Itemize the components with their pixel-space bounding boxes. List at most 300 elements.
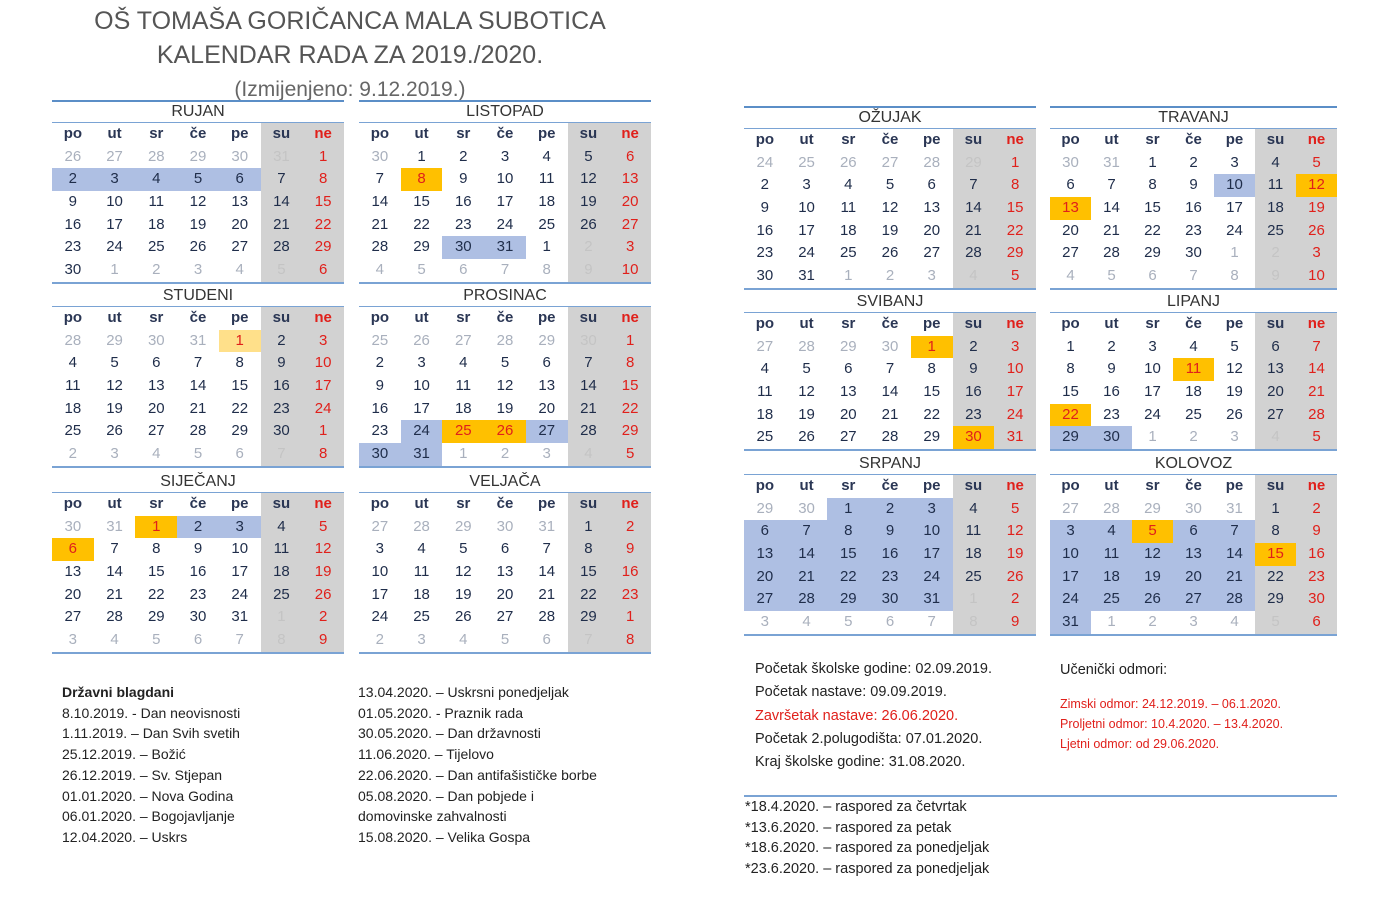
calendar-day: 30	[442, 236, 484, 259]
calendar-day: 7	[110, 540, 119, 558]
calendar-day: 6	[927, 176, 936, 194]
month-name: SVIBANJ	[744, 292, 1036, 313]
calendar-day: 8	[302, 443, 344, 466]
calendar-day: 30	[881, 337, 899, 355]
calendar-day: 20	[147, 399, 165, 417]
weekday-header: sr	[149, 309, 164, 326]
text-line: domovinske zahvalnosti	[358, 808, 507, 825]
month-name: PROSINAC	[359, 286, 651, 307]
calendar-day: 2	[1107, 337, 1116, 355]
calendar-day: 3	[542, 445, 551, 463]
calendar-day: 30	[359, 443, 401, 466]
month-grid	[744, 313, 1036, 449]
calendar-day: 7	[885, 360, 895, 378]
calendar-day: 20	[538, 399, 556, 417]
calendar-day: 5	[994, 498, 1036, 521]
calendar-day: 31	[189, 331, 207, 349]
calendar-day: 7	[568, 352, 610, 375]
info-end-teaching: Završetak nastave: 26.06.2020.	[755, 707, 959, 724]
calendar-day: 30	[147, 331, 165, 349]
weekday-header: pe	[230, 495, 249, 512]
calendar-day: 2	[177, 516, 219, 539]
weekday-header: če	[1185, 131, 1202, 148]
weekday-header: sr	[1145, 131, 1160, 148]
calendar-day: 2	[609, 516, 651, 539]
calendar-day: 13	[923, 199, 941, 217]
calendar-day: 8	[609, 352, 651, 375]
calendar-day: 5	[994, 265, 1036, 288]
calendar-day: 27	[496, 608, 514, 626]
calendar-day: 29	[454, 517, 472, 535]
weekday-header: pe	[922, 477, 941, 494]
calendar-day: 15	[923, 383, 941, 401]
calendar-day: 28	[881, 428, 899, 446]
calendar-day: 2	[994, 588, 1036, 611]
calendar-day: 11	[261, 538, 303, 561]
calendar-day: 13	[1050, 197, 1091, 220]
weekday-header: su	[1255, 313, 1296, 336]
calendar-day: 7	[927, 613, 936, 631]
calendar-day: 29	[609, 420, 651, 443]
calendar-day: 23	[1103, 405, 1120, 423]
month-name: VELJAČA	[359, 472, 651, 493]
calendar-day: 7	[261, 168, 303, 191]
calendar-day: 29	[1144, 499, 1161, 517]
calendar-day: 11	[1091, 543, 1132, 566]
calendar-day: 2	[261, 330, 303, 353]
weekday-header: pe	[1225, 315, 1244, 332]
weekday-header: ne	[994, 313, 1036, 336]
calendar-day: 15	[609, 375, 651, 398]
calendar-day: 3	[417, 354, 426, 372]
calendar-day: 12	[568, 168, 610, 191]
calendar-day: 2	[1189, 153, 1198, 171]
month-bottom-rule	[1050, 288, 1337, 290]
calendar-day: 31	[1103, 153, 1120, 171]
weekday-header: su	[568, 307, 610, 330]
calendar-day: 27	[526, 420, 568, 443]
calendar-day: 27	[454, 331, 472, 349]
calendar-day: 6	[219, 168, 261, 191]
calendar-day: 31	[106, 517, 123, 535]
calendar-day: 13	[1255, 358, 1296, 381]
schedule-notes	[745, 797, 989, 880]
calendar-day: 22	[923, 405, 941, 423]
calendar-day: 8	[401, 168, 443, 191]
calendar-day: 1	[609, 606, 651, 629]
calendar-day: 2	[152, 261, 161, 279]
calendar-day: 14	[1296, 358, 1337, 381]
month-grid	[52, 307, 344, 466]
calendar-day: 25	[1091, 588, 1132, 611]
calendar-day: 30	[869, 588, 911, 611]
calendar-day: 31	[798, 267, 815, 285]
weekday-header: po	[755, 131, 775, 148]
calendar-day: 29	[994, 242, 1036, 265]
calendar-day: 6	[1148, 267, 1157, 285]
calendar-day: 19	[106, 399, 123, 417]
calendar-day: 14	[261, 191, 303, 214]
calendar-day: 23	[261, 398, 303, 421]
calendar-day: 6	[885, 613, 895, 631]
calendar-day: 24	[1050, 588, 1091, 611]
calendar-day: 9	[459, 170, 468, 188]
month-name: LISTOPAD	[359, 102, 651, 123]
calendar-day: 9	[1107, 360, 1116, 378]
weekday-header: če	[189, 125, 207, 142]
calendar-day: 26	[484, 420, 526, 443]
calendar-day: 28	[371, 238, 389, 256]
calendar-day: 15	[302, 191, 344, 214]
calendar-day: 12	[454, 563, 472, 581]
calendar-day: 5	[1296, 152, 1337, 175]
breaks-heading: Učenički odmori:	[1060, 662, 1168, 678]
calendar-day: 18	[261, 561, 303, 584]
weekday-header: pe	[1225, 477, 1244, 494]
calendar-day: 14	[189, 377, 207, 395]
calendar-day: 26	[1296, 220, 1337, 243]
calendar-day: 13	[538, 377, 556, 395]
calendar-day: 3	[68, 631, 78, 649]
calendar-day: 30	[1185, 499, 1202, 517]
weekday-header: su	[261, 123, 303, 146]
calendar-day: 6	[1173, 520, 1214, 543]
month-calendar	[52, 472, 344, 654]
calendar-day: 14	[106, 563, 123, 581]
month-name: RUJAN	[52, 102, 344, 123]
calendar-day: 1	[911, 336, 953, 359]
calendar-day: 29	[189, 147, 207, 165]
calendar-day: 18	[1185, 383, 1202, 401]
calendar-day: 2	[1296, 498, 1337, 521]
text-line: 22.06.2020. – Dan antifašističke borbe	[358, 766, 597, 783]
calendar-day: 3	[1148, 337, 1157, 355]
calendar-day: 17	[371, 585, 389, 603]
calendar-day: 18	[64, 399, 82, 417]
weekday-header: po	[63, 495, 83, 512]
calendar-day: 28	[189, 422, 207, 440]
calendar-day: 19	[1226, 383, 1243, 401]
weekday-header: ne	[994, 475, 1036, 498]
weekday-header: če	[496, 309, 514, 326]
calendar-day: 1	[1107, 613, 1116, 631]
calendar-day: 27	[147, 422, 165, 440]
weekday-header: sr	[149, 495, 164, 512]
calendar-day: 3	[500, 147, 510, 165]
calendar-day: 10	[911, 520, 953, 543]
calendar-day: 27	[64, 608, 82, 626]
weekday-header: ut	[107, 125, 122, 142]
weekday-header: sr	[456, 309, 471, 326]
weekday-header: pe	[537, 309, 556, 326]
weekday-header: pe	[922, 131, 941, 148]
calendar-day: 10	[496, 170, 514, 188]
text-line: 01.01.2020. – Nova Godina	[62, 787, 234, 804]
weekday-header: su	[953, 129, 995, 152]
calendar-day: 27	[839, 428, 857, 446]
calendar-day: 11	[413, 563, 430, 581]
holidays-col1	[62, 682, 240, 848]
calendar-day: 16	[1185, 199, 1202, 217]
month-calendar	[1050, 292, 1337, 451]
text-line: 25.12.2019. – Božić	[62, 746, 186, 763]
calendar-day: 3	[802, 176, 811, 194]
calendar-day: 14	[538, 563, 556, 581]
calendar-day: 4	[261, 516, 303, 539]
calendar-day: 10	[413, 377, 430, 395]
month-bottom-rule	[52, 466, 344, 468]
calendar-day: 5	[802, 360, 811, 378]
calendar-day: 16	[64, 215, 82, 233]
calendar-day: 28	[106, 608, 123, 626]
calendar-day: 6	[542, 631, 551, 649]
calendar-day: 12	[881, 199, 899, 217]
calendar-day: 4	[542, 147, 551, 165]
calendar-day: 3	[375, 540, 385, 558]
calendar-day: 25	[1255, 220, 1296, 243]
calendar-day: 30	[64, 517, 82, 535]
calendar-day: 2	[302, 606, 344, 629]
calendar-day: 2	[869, 498, 911, 521]
weekday-header: po	[1061, 477, 1080, 494]
calendar-day: 21	[371, 215, 389, 233]
weekday-header: ne	[1296, 313, 1337, 336]
calendar-day: 11	[840, 199, 857, 217]
calendar-day: 23	[371, 422, 389, 440]
text-line: *18.6.2020. – raspored za ponedjeljak	[745, 840, 990, 857]
calendar-day: 3	[110, 445, 119, 463]
calendar-day: 12	[106, 377, 123, 395]
calendar-day: 11	[1255, 174, 1296, 197]
calendar-day: 19	[454, 585, 472, 603]
weekday-header: če	[881, 477, 899, 494]
calendar-day: 24	[371, 608, 389, 626]
calendar-day: 31	[231, 608, 249, 626]
calendar-day: 2	[459, 147, 468, 165]
calendar-day: 5	[1107, 267, 1116, 285]
calendar-day: 4	[760, 360, 770, 378]
calendar-day: 19	[189, 215, 207, 233]
calendar-day: 31	[484, 236, 526, 259]
calendar-day: 17	[413, 399, 430, 417]
calendar-day: 6	[1255, 336, 1296, 359]
calendar-day: 11	[538, 170, 555, 188]
calendar-day: 22	[568, 584, 610, 607]
calendar-day: 22	[994, 220, 1036, 243]
calendar-day: 16	[756, 221, 774, 239]
calendar-day: 7	[235, 631, 244, 649]
calendar-day: 29	[953, 152, 995, 175]
calendar-day: 8	[1066, 360, 1075, 378]
calendar-day: 27	[371, 517, 389, 535]
calendar-day: 22	[609, 398, 651, 421]
calendar-day: 22	[147, 585, 165, 603]
weekday-header: sr	[149, 125, 164, 142]
calendar-day: 14	[786, 543, 828, 566]
calendar-day: 3	[219, 516, 261, 539]
calendar-day: 2	[375, 354, 385, 372]
calendar-day: 15	[1255, 543, 1296, 566]
calendar-day: 31	[994, 426, 1036, 449]
weekday-header: su	[953, 313, 995, 336]
calendar-day: 10	[994, 358, 1036, 381]
calendar-day: 23	[609, 584, 651, 607]
calendar-day: 13	[64, 563, 82, 581]
month-calendar	[359, 286, 651, 468]
calendar-day: 15	[1062, 383, 1079, 401]
calendar-day: 11	[148, 193, 165, 211]
calendar-day: 3	[911, 498, 953, 521]
weekday-header: ne	[302, 493, 344, 516]
calendar-day: 16	[261, 375, 303, 398]
calendar-day: 1	[568, 516, 610, 539]
calendar-day: 18	[538, 193, 556, 211]
calendar-day: 7	[542, 540, 551, 558]
calendar-day: 13	[839, 383, 857, 401]
calendar-day: 17	[496, 193, 514, 211]
calendar-day: 18	[413, 585, 430, 603]
text-line: 11.06.2020. – Tijelovo	[358, 746, 494, 763]
calendar-day: 8	[568, 538, 610, 561]
calendar-day: 29	[413, 238, 430, 256]
calendar-day: 10	[371, 563, 389, 581]
weekday-header: su	[1255, 129, 1296, 152]
calendar-day: 26	[994, 566, 1036, 589]
calendar-day: 1	[302, 420, 344, 443]
calendar-day: 1	[542, 238, 551, 256]
month-bottom-rule	[359, 466, 651, 468]
calendar-day: 4	[1091, 520, 1132, 543]
calendar-day: 9	[261, 352, 303, 375]
calendar-day: 1	[1148, 153, 1157, 171]
weekday-header: ut	[799, 131, 814, 148]
calendar-day: 5	[568, 146, 610, 169]
calendar-day: 7	[568, 629, 610, 652]
calendar-day: 30	[1185, 244, 1202, 262]
calendar-day: 14	[1103, 199, 1120, 217]
text-line: 06.01.2020. – Bogojavljanje	[62, 808, 235, 825]
calendar-day: 25	[756, 428, 774, 446]
weekday-header: su	[953, 475, 995, 498]
calendar-day: 31	[261, 146, 303, 169]
weekday-header: pe	[1225, 131, 1244, 148]
calendar-day: 28	[798, 337, 815, 355]
calendar-day: 28	[1214, 588, 1255, 611]
calendar-day: 2	[953, 336, 995, 359]
weekday-header: ne	[609, 307, 651, 330]
calendar-day: 18	[1091, 566, 1132, 589]
weekday-header: sr	[841, 131, 856, 148]
calendar-day: 16	[371, 399, 389, 417]
month-name: SIJEČANJ	[52, 472, 344, 493]
calendar-day: 11	[757, 383, 773, 401]
weekday-header: po	[370, 125, 390, 142]
calendar-day: 28	[953, 242, 995, 265]
calendar-day: 19	[798, 405, 815, 423]
calendar-day: 17	[1226, 199, 1243, 217]
calendar-day: 20	[231, 215, 249, 233]
calendar-day: 27	[609, 214, 651, 237]
weekday-header: ne	[302, 123, 344, 146]
calendar-day: 19	[1296, 197, 1337, 220]
calendar-day: 20	[1173, 566, 1214, 589]
weekday-header: če	[189, 495, 207, 512]
calendar-day: 5	[459, 540, 468, 558]
weekday-header: ne	[1296, 475, 1337, 498]
month-name: KOLOVOZ	[1050, 454, 1337, 475]
calendar-day: 31	[401, 443, 443, 466]
calendar-day: 20	[1062, 221, 1079, 239]
weekday-header: ut	[107, 309, 122, 326]
calendar-day: 28	[923, 153, 941, 171]
calendar-day: 9	[869, 520, 911, 543]
calendar-day: 4	[417, 540, 426, 558]
calendar-day: 4	[1255, 152, 1296, 175]
weekday-header: ut	[107, 495, 122, 512]
calendar-day: 28	[1103, 244, 1120, 262]
calendar-day: 24	[231, 585, 249, 603]
calendar-day: 4	[1255, 426, 1296, 449]
school-name: OŠ TOMAŠA GORIČANCA MALA SUBOTICA	[94, 7, 606, 35]
info-end-year: Kraj školske godine: 31.08.2020.	[755, 754, 966, 771]
calendar-day: 3	[302, 330, 344, 353]
calendar-day: 2	[375, 631, 385, 649]
calendar-day: 4	[802, 613, 811, 631]
month-grid	[1050, 475, 1337, 634]
calendar-day: 5	[885, 176, 895, 194]
calendar-day: 26	[413, 331, 430, 349]
calendar-day: 5	[500, 354, 510, 372]
calendar-day: 26	[881, 244, 899, 262]
info-start-teaching: Početak nastave: 09.09.2019.	[755, 684, 947, 701]
calendar-day: 7	[786, 520, 828, 543]
weekday-header: po	[370, 495, 390, 512]
month-calendar	[744, 454, 1036, 636]
calendar-day: 9	[609, 538, 651, 561]
calendar-day: 19	[302, 561, 344, 584]
calendar-day: 14	[881, 383, 899, 401]
calendar-day: 11	[953, 520, 995, 543]
month-calendar	[1050, 454, 1337, 636]
calendar-day: 21	[106, 585, 123, 603]
text-line: 26.12.2019. – Sv. Stjepan	[62, 766, 223, 783]
calendar-day: 25	[147, 238, 165, 256]
calendar-day: 29	[231, 422, 249, 440]
calendar-day: 12	[189, 193, 207, 211]
calendar-day: 8	[827, 520, 869, 543]
calendar-day: 31	[1226, 499, 1243, 517]
calendar-day: 4	[152, 445, 161, 463]
calendar-day: 30	[371, 147, 389, 165]
weekday-header: ne	[1296, 129, 1337, 152]
calendar-day: 16	[454, 193, 472, 211]
calendar-day: 16	[953, 381, 995, 404]
calendar-day: 25	[1185, 405, 1202, 423]
breaks	[1060, 660, 1283, 754]
calendar-day: 4	[375, 261, 385, 279]
calendar-day: 8	[235, 354, 244, 372]
month-calendar	[359, 100, 651, 284]
calendar-day: 19	[496, 399, 514, 417]
calendar-day: 10	[1214, 174, 1255, 197]
calendar-day: 10	[609, 259, 651, 282]
calendar-day: 30	[953, 426, 995, 449]
text-line: *23.6.2020. – raspored za ponedjeljak	[745, 861, 990, 878]
calendar-day: 5	[1296, 426, 1337, 449]
calendar-day: 29	[839, 337, 857, 355]
calendar-day: 12	[1226, 360, 1243, 378]
calendar-day: 5	[177, 168, 219, 191]
